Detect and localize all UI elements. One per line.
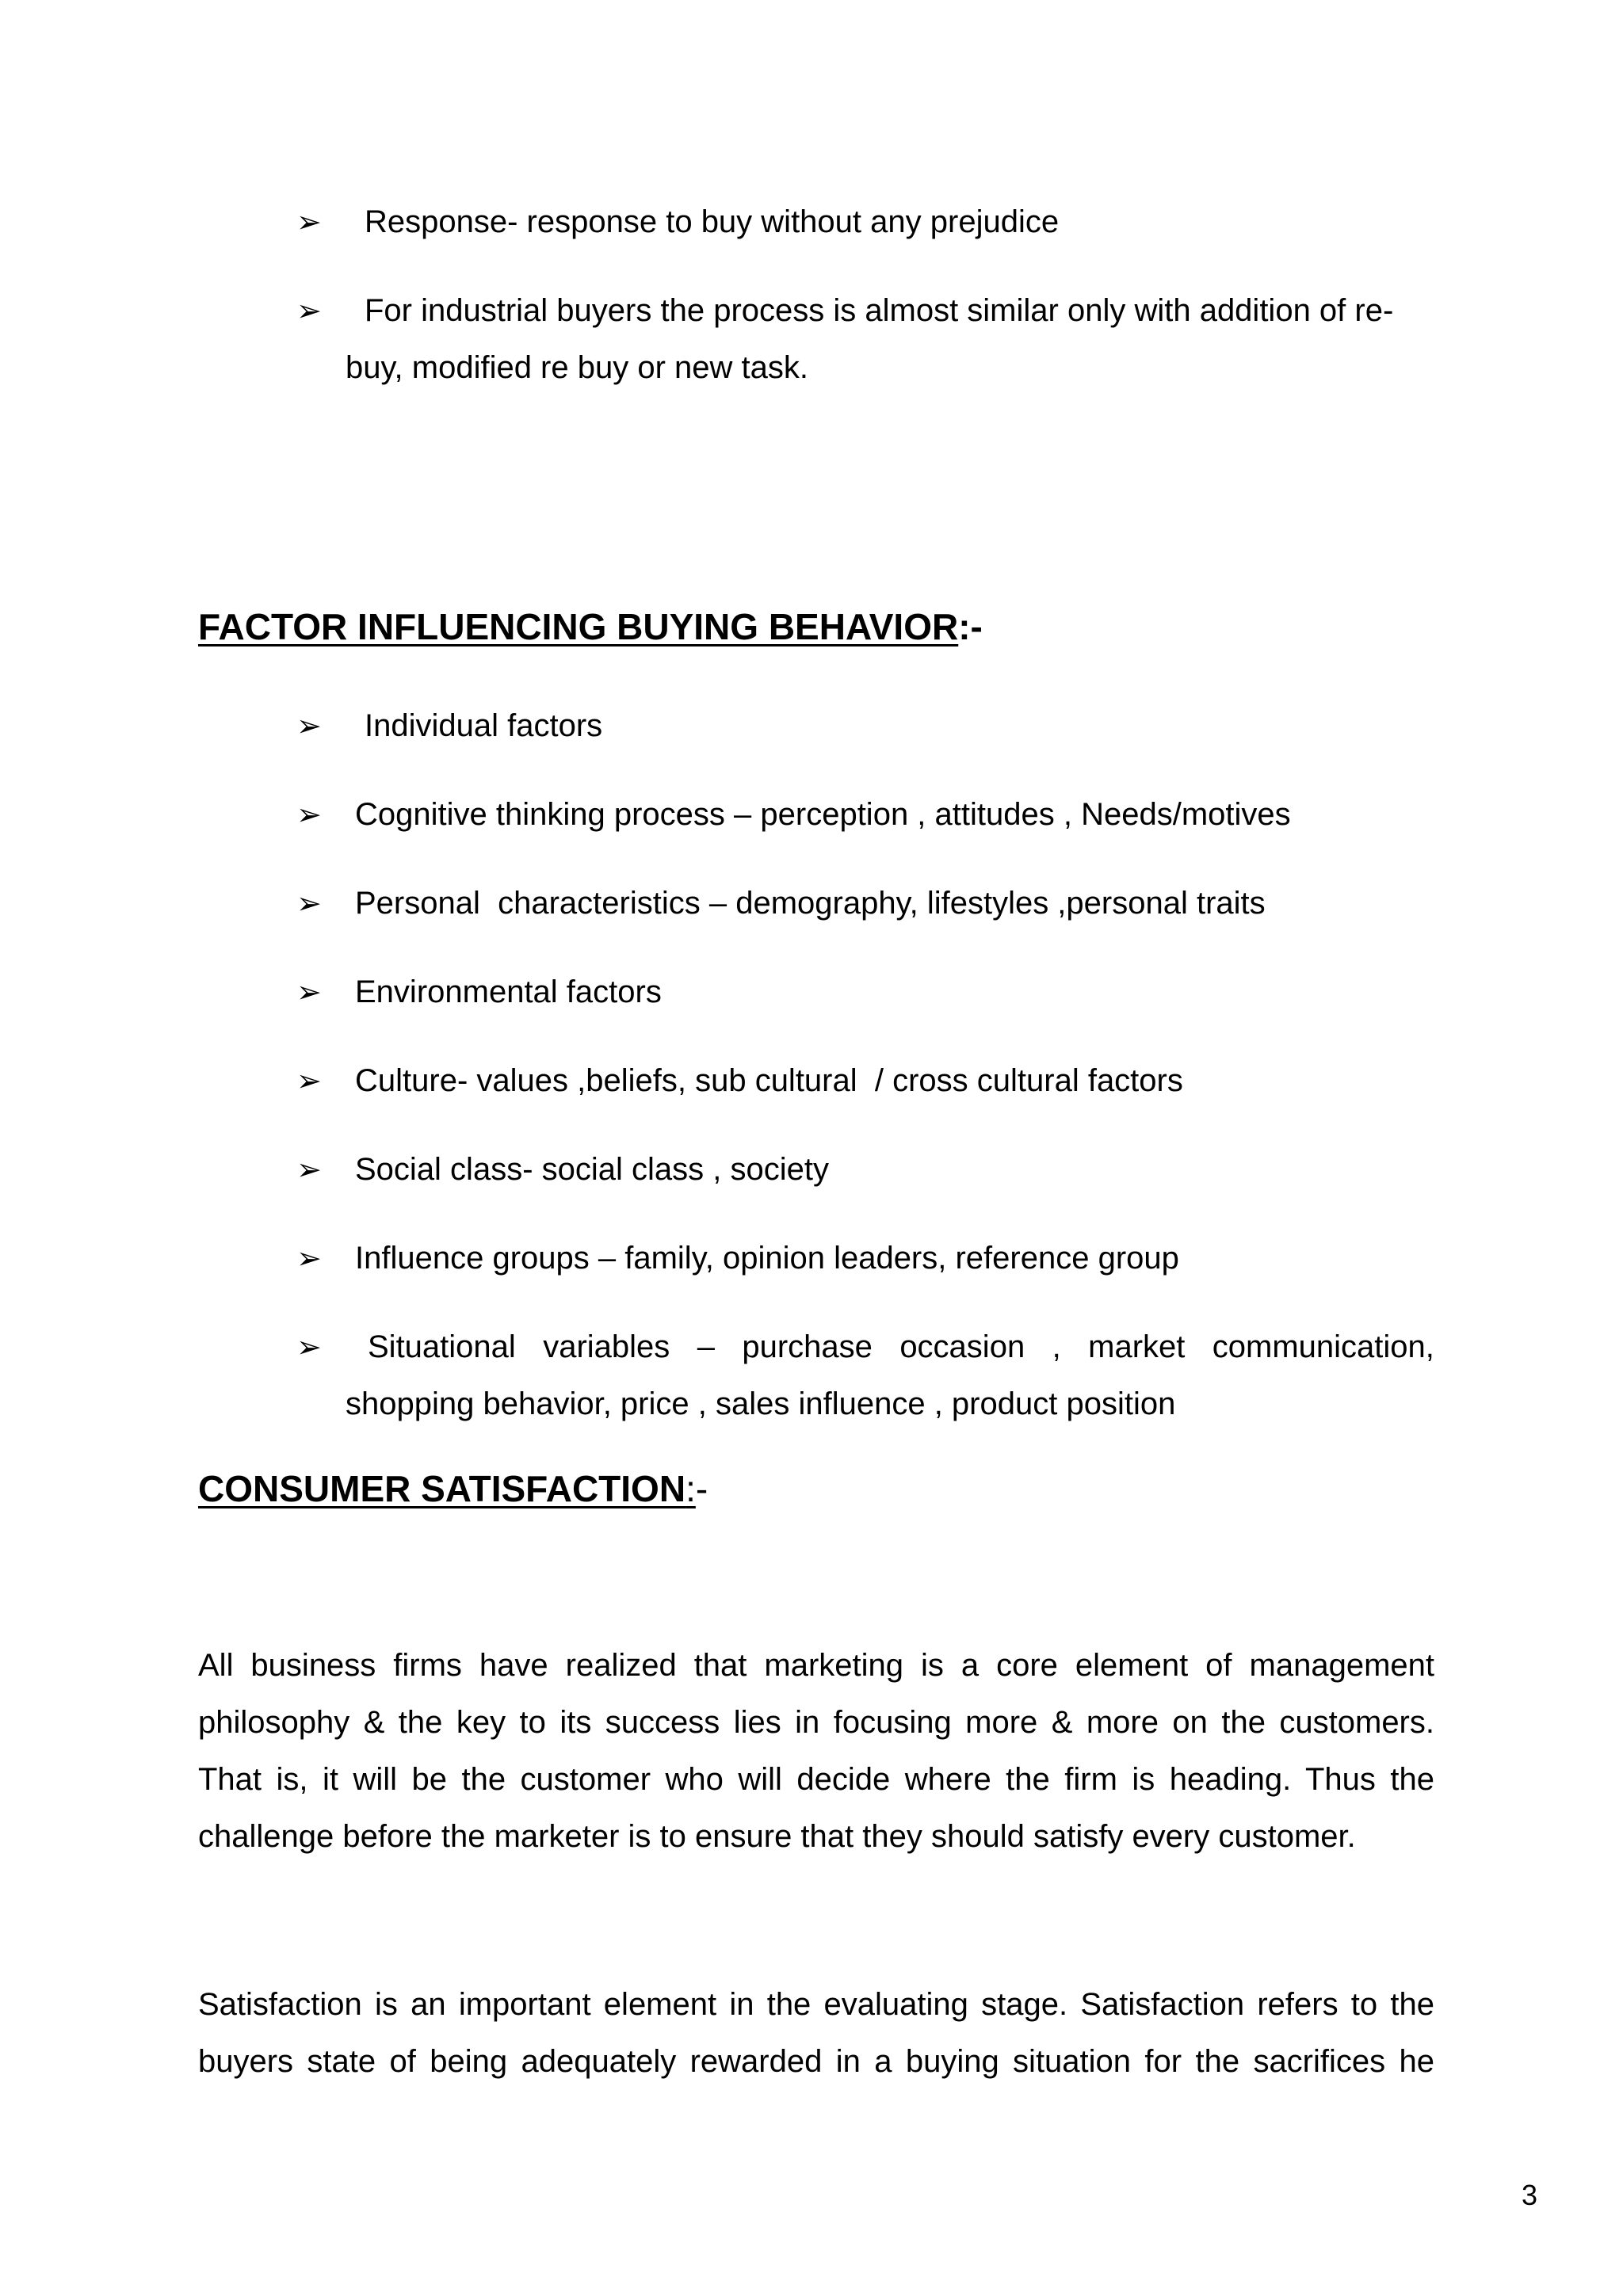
factors-heading-suffix: :- [958, 606, 983, 647]
word: – [697, 1329, 715, 1364]
factor-item [296, 963, 1434, 1020]
word: , [1052, 1329, 1061, 1364]
factor-text: Cognitive thinking process – perception , attitudes , Needs/motives [355, 797, 1291, 832]
bullet-text: For industrial buyers the process is almost similar only with addition of re- [365, 293, 1394, 328]
factor-text: Individual factors [365, 708, 603, 743]
factor-item [296, 1141, 1434, 1198]
arrow-bullet-icon: ➢ [296, 886, 322, 921]
factor-text: Personal characteristics – demography, lifestyles ,personal traits [355, 886, 1266, 921]
factor-text: Influence groups – family, opinion leaders, reference group [355, 1241, 1179, 1276]
word: communication, [1212, 1329, 1434, 1364]
factor-item [296, 875, 1434, 932]
arrow-bullet-icon: ➢ [296, 1152, 322, 1187]
factor-text: Environmental factors [355, 974, 662, 1009]
word: occasion [899, 1329, 1025, 1364]
bullet-industrial-buyers [296, 282, 1434, 396]
factor-item [296, 1318, 1434, 1432]
paragraph-line: All business firms have realized that marketing is a core element of management [198, 1648, 1434, 1683]
factor-item [296, 1230, 1434, 1287]
paragraph-line: philosophy & the key to its success lies in focusing more & more on the customers. [198, 1705, 1434, 1740]
arrow-bullet-icon: ➢ [296, 974, 322, 1009]
arrow-bullet-icon: ➢ [296, 1063, 322, 1098]
factor-item [296, 1052, 1434, 1109]
arrow-bullet-icon: ➢ [296, 1241, 322, 1276]
paragraph-line: buyers state of being adequately rewarded in a buying situation for the sacrifices he [198, 2044, 1434, 2079]
arrow-bullet-icon: ➢ [296, 204, 322, 239]
satisfaction-heading-dash: - [695, 1468, 708, 1509]
word: Situational [368, 1329, 516, 1364]
factor-text [368, 1318, 1434, 1375]
satisfaction-heading [198, 1467, 708, 1510]
factor-text: Culture- values ,beliefs, sub cultural / cross cultural factors [355, 1063, 1183, 1098]
word: purchase [742, 1329, 873, 1364]
factor-item [296, 697, 1434, 754]
word: variables [543, 1329, 670, 1364]
paragraph-business-firms [198, 1637, 1434, 1865]
paragraph-line: Satisfaction is an important element in the evaluating stage. Satisfaction refers to the [198, 1987, 1434, 2022]
arrow-bullet-icon: ➢ [296, 797, 322, 832]
factors-heading [198, 605, 983, 648]
arrow-bullet-icon: ➢ [296, 708, 322, 743]
satisfaction-heading-title: CONSUMER SATISFACTION [198, 1468, 686, 1509]
paragraph-satisfaction [198, 1976, 1434, 2090]
justified-line [368, 1318, 1434, 1375]
bullet-response [296, 193, 1434, 250]
arrow-bullet-icon: ➢ [296, 293, 322, 328]
factors-heading-title: FACTOR INFLUENCING BUYING BEHAVIOR [198, 606, 959, 647]
word: market [1088, 1329, 1186, 1364]
factor-text: Social class- social class , society [355, 1152, 829, 1187]
page-number: 3 [1522, 2179, 1538, 2211]
factor-text-continuation: shopping behavior, price , sales influence , product position [346, 1386, 1176, 1421]
arrow-bullet-icon: ➢ [296, 1329, 322, 1364]
factor-item [296, 786, 1434, 843]
bullet-text-continuation: buy, modified re buy or new task. [346, 350, 808, 385]
paragraph-line: That is, it will be the customer who will decide where the firm is heading. Thus the [198, 1762, 1434, 1797]
paragraph-line: challenge before the marketer is to ensure that they should satisfy every customer. [198, 1819, 1356, 1854]
bullet-text: Response- response to buy without any prejudice [365, 204, 1060, 239]
satisfaction-heading-colon: : [685, 1468, 696, 1509]
